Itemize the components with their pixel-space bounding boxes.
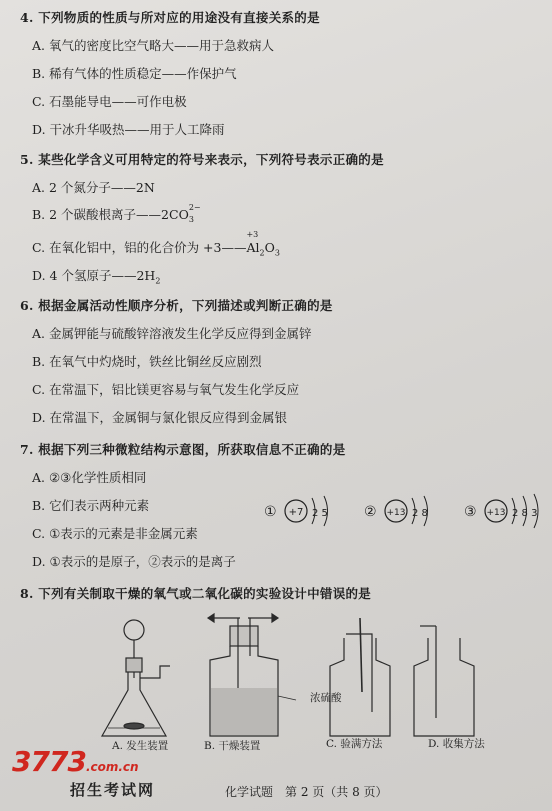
question-6-option-b: B. 在氧气中灼烧时，铁丝比铜丝反应剧烈 — [32, 354, 262, 369]
formula-o: O — [264, 240, 275, 255]
atom-3-nucleus: +13 — [486, 508, 506, 518]
atom-2-shells: 2 8 — [412, 508, 428, 519]
watermark-main: 3773 — [12, 745, 86, 778]
question-8-stem: 8. 下列有关制取干燥的氧气或二氧化碳的实验设计中错误的是 — [20, 586, 372, 601]
question-4-option-d: D. 干冰升华吸热——用于人工降雨 — [32, 122, 225, 137]
question-7-option-b: B. 它们表示两种元素 — [32, 498, 150, 513]
question-5-stem: 5. 某些化学含义可用特定的符号来表示，下列符号表示正确的是 — [20, 152, 384, 167]
caption-b: B. 干燥装置 — [204, 740, 261, 752]
caption-d: D. 收集方法 — [428, 738, 485, 750]
question-4-option-a: A. 氧气的密度比空气略大——用于急救病人 — [32, 38, 274, 53]
question-4-stem: 4. 下列物质的性质与所对应的用途没有直接关系的是 — [20, 10, 320, 25]
question-4-option-c: C. 石墨能导电——可作电极 — [32, 94, 187, 109]
acid-label: 浓硫酸 — [310, 692, 342, 704]
atom-1-label: ① — [264, 504, 277, 520]
apparatus-a-flask — [102, 620, 170, 736]
caption-c: C. 验满方法 — [326, 738, 383, 750]
formula-sub-2: 3 — [274, 248, 280, 258]
valence-mark: +3 — [246, 230, 259, 239]
atom-3-diagram — [464, 494, 538, 528]
atom-1-shells: 2 5 — [312, 508, 328, 519]
question-5-option-d — [32, 266, 160, 286]
option-b-subscript: 3 — [188, 215, 194, 224]
apparatus-b-drying-bottle — [208, 614, 296, 736]
question-6-stem: 6. 根据金属活动性顺序分析，下列描述或判断正确的是 — [20, 298, 333, 313]
question-5-option-a: A. 2 个氮分子——2N — [32, 180, 155, 195]
question-4-option-b: B. 稀有气体的性质稳定——作保护气 — [32, 66, 237, 81]
question-6-option-c: C. 在常温下，铝比镁更容易与氧气发生化学反应 — [32, 382, 300, 397]
option-b-text: B. 2 个碳酸根离子——2CO — [32, 207, 189, 222]
option-d-subscript: 2 — [155, 276, 161, 286]
atom-3-label: ③ — [464, 504, 477, 520]
apparatus-diagrams — [90, 608, 510, 748]
question-5-option-c — [32, 230, 280, 258]
atom-1-diagram — [264, 496, 328, 526]
formula-al: Al — [246, 240, 260, 255]
question-6-option-a: A. 金属钾能与硫酸锌溶液发生化学反应得到金属锌 — [32, 326, 312, 341]
apparatus-d-bottle — [414, 626, 474, 736]
atom-3-shells: 2 8 3 — [512, 508, 538, 519]
question-7-option-c: C. ①表示的元素是非金属元素 — [32, 526, 198, 541]
option-c-text: C. 在氧化铝中，铝的化合价为 +3—— — [32, 240, 247, 255]
atom-2-nucleus: +13 — [386, 508, 406, 518]
atom-structure-diagrams — [258, 488, 548, 534]
question-6-option-d: D. 在常温下，金属铜与氯化银反应得到金属银 — [32, 410, 288, 425]
page-footer: 化学试题 第 2 页（共 8 页） — [225, 785, 388, 799]
formula-sub-1: 2 — [259, 248, 265, 258]
question-7-option-a: A. ②③化学性质相同 — [32, 470, 147, 485]
question-7-stem: 7. 根据下列三种微粒结构示意图，所获取信息不正确的是 — [20, 442, 346, 457]
atom-2-diagram — [364, 496, 428, 526]
watermark-cn: 招生考试网 — [70, 781, 156, 799]
watermark-logo — [12, 745, 156, 799]
atom-2-label: ② — [364, 504, 377, 520]
atom-1-nucleus: +7 — [288, 507, 304, 518]
question-5-option-b — [32, 205, 203, 223]
apparatus-c-bottle — [330, 618, 390, 736]
watermark-domain: .com.cn — [85, 760, 139, 774]
caption-a: A. 发生装置 — [112, 740, 169, 752]
option-b-superscript: 2− — [188, 203, 201, 212]
option-d-text: D. 4 个氢原子——2H — [32, 268, 156, 283]
question-7-option-d: D. ①表示的是原子，②表示的是离子 — [32, 554, 236, 569]
